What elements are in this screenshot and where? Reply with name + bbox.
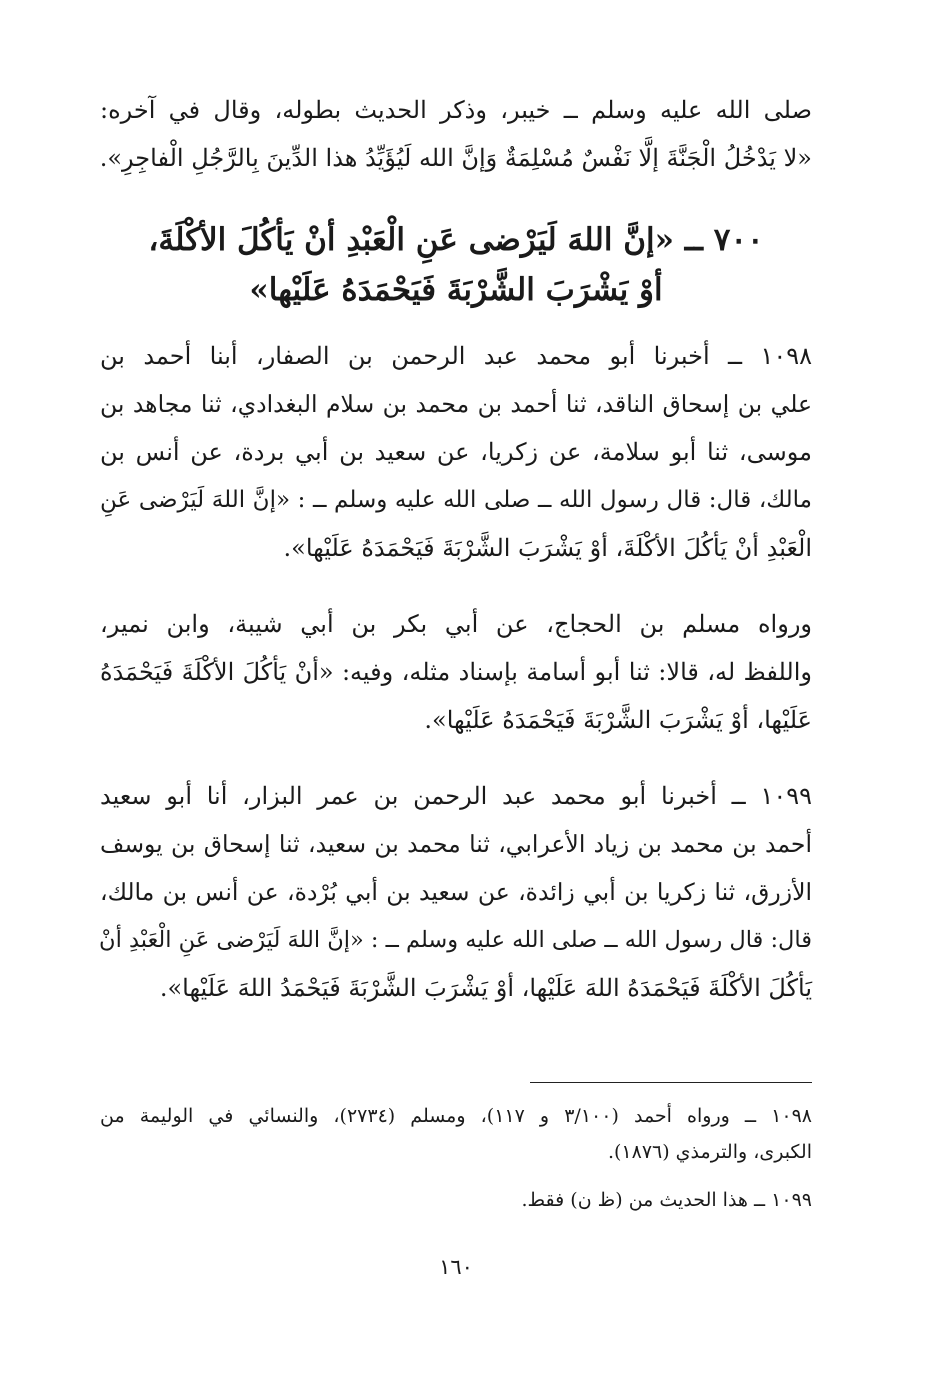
hadith-1099-line-1: ١٠٩٩ ــ أخبرنا أبو محمد عبد الرحمن بن عمر البزار، أنا أبو سعيد [100,782,812,810]
page-number: ١٦٠ [439,1255,473,1279]
hadith-1099-line-4: قال: قال رسول الله ــ صلى الله عليه وسلم ــ : «إنَّ اللهَ لَيَرْضى عَنِ الْعَبْدِ أنْ [99,927,812,953]
chapter-heading-line-2: أوْ يَشْرَبَ الشَّرْبَةَ فَيَحْمَدَهُ عَلَيْها» [249,272,663,308]
muslim-narration-line-2: واللفظ له، قالا: ثنا أبو أسامة بإسناد مثله، وفيه: «أنْ يَأكُلَ الأكْلَةَ فَيَحْمَدَهُ [100,658,812,686]
muslim-narration-line-1: ورواه مسلم بن الحجاج، عن أبي بكر بن أبي شيبة، وابن نمير، [100,610,812,638]
hadith-1099-line-2: أحمد بن محمد بن زياد الأعرابي، ثنا محمد بن سعيد، ثنا إسحاق بن يوسف [100,830,812,858]
footnote-1098-line-1: ١٠٩٨ ــ ورواه أحمد (٣/١٠٠ و ١١٧)، ومسلم (٢٧٣٤)، والنسائي في الوليمة من [100,1105,812,1127]
hadith-1099-line-5: يَأكُلَ الأكْلَةَ فَيَحْمَدَهُ اللهَ عَلَيْها، أوْ يَشْرَبَ الشَّرْبَةَ فَيَحْمَدُ اللهَ عَلَيْها». [159,974,812,1002]
muslim-narration-line-3: عَلَيْها، أوْ يَشْرَبَ الشَّرْبَةَ فَيَحْمَدَهُ عَلَيْها». [424,706,812,734]
chapter-heading-line-1: ٧٠٠ ــ «إنَّ اللهَ لَيَرْضى عَنِ الْعَبْدِ أنْ يَأكُلَ الأكْلَةَ، [148,222,764,258]
hadith-1099-line-3: الأزرق، ثنا زكريا بن أبي زائدة، عن سعيد بن أبي بُرْدة، عن أنس بن مالك، [100,878,812,906]
hadith-1098-line-4: مالك، قال: قال رسول الله ــ صلى الله عليه وسلم ــ : «إنَّ اللهَ لَيَرْضى عَنِ [100,487,812,513]
hadith-1098-line-1: ١٠٩٨ ــ أخبرنا أبو محمد عبد الرحمن بن الصفار، أبنا أحمد بن [100,342,813,370]
hadith-1098-line-2: علي بن إسحاق الناقد، ثنا أحمد بن محمد بن سلام البغدادي، ثنا مجاهد بن [100,390,812,418]
footnote-1098-line-2: الكبرى، والترمذي (١٨٧٦). [607,1141,812,1163]
footnote-separator [530,1082,812,1083]
hadith-1098-line-5: الْعَبْدِ أنْ يَأكُلَ الأكْلَةَ، أوْ يَشْرَبَ الشَّرْبَةَ فَيَحْمَدَهُ عَلَيْها». [283,534,812,562]
intro-line-2: «لا يَدْخُلُ الْجَنَّةَ إلَّا نَفْسٌ مُسْلِمَةٌ وَإنَّ الله لَيُؤَيِّدُ هذا الدِّينَ بِالرَّجُلِ الْفاجِرِ». [99,144,812,172]
hadith-1098-line-3: موسى، ثنا أبو سلامة، عن زكريا، عن سعيد بن أبي بردة، عن أنس بن [100,438,812,466]
footnote-1099: ١٠٩٩ ــ هذا الحديث من (ظ ن) فقط. [521,1189,812,1211]
intro-line-1: صلى الله عليه وسلم ــ خيبر، وذكر الحديث بطوله، وقال في آخره: [100,96,812,124]
book-page [100,0,812,1373]
